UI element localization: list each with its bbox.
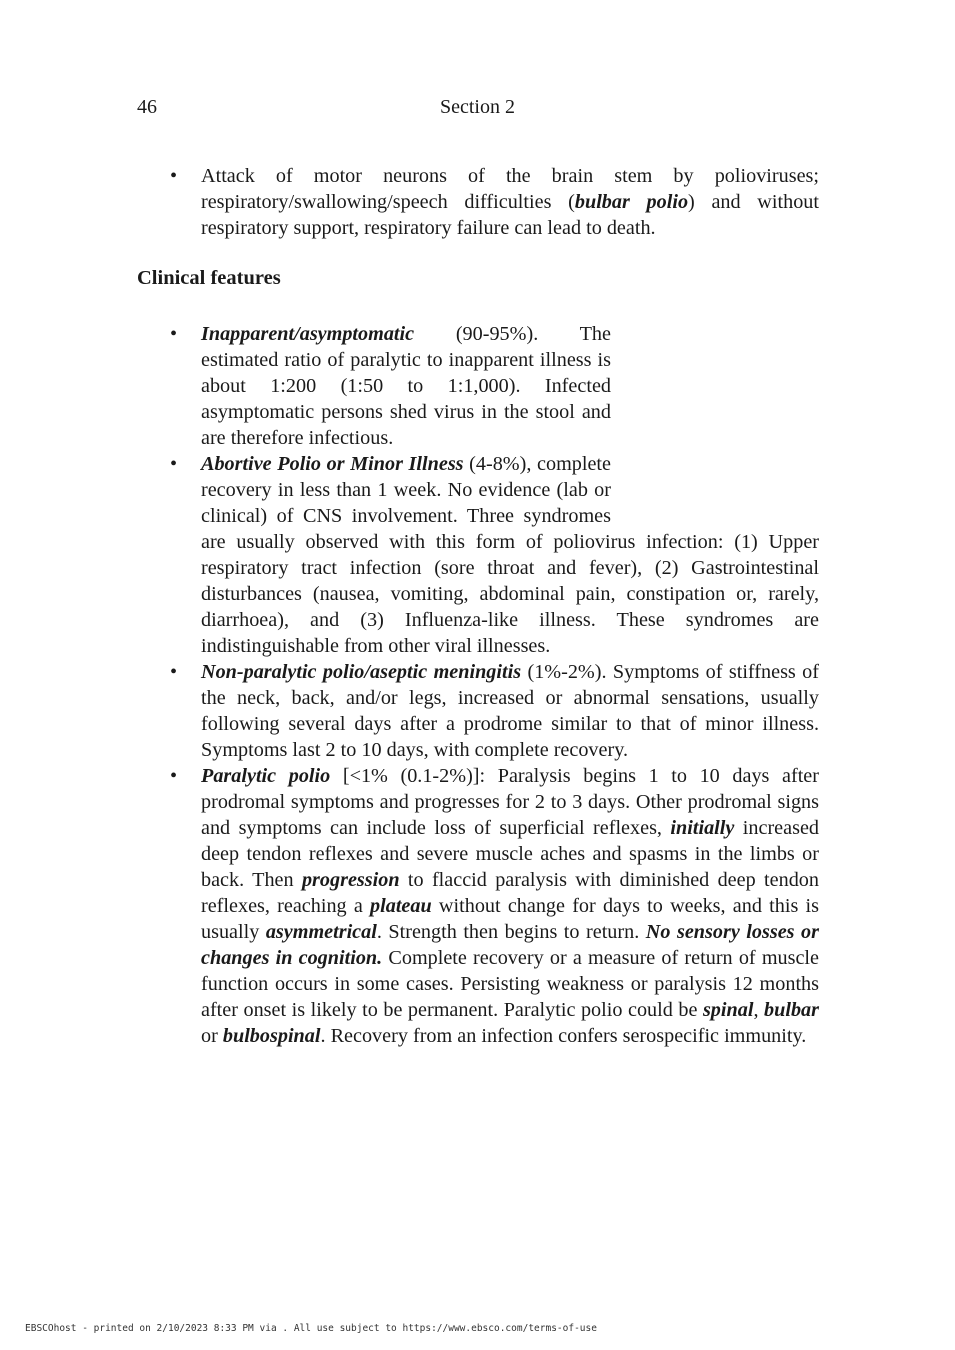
term: Non-paralytic polio/aseptic meningitis [201,661,522,683]
bullet-icon: • [170,323,178,345]
emphasis: initially [670,817,735,839]
list-item: • Non-paralytic polio/aseptic meningitis (1%-2%). Symptoms of stiffness of the neck, back, and/or legs, increased or abnormal sensations, usually following several days after a prodrome similar to that of minor illness. Symptoms last 2 to 10 days, with complete recovery. [170,661,819,761]
bullet-icon: • [170,165,178,187]
list-item: • Abortive Polio or Minor Illness (4-8%), complete recovery in less than 1 week. No evidence (lab or clinical) of CNS involvement. Three syndromes are usually observed with this form of poliovirus infection: (1) Upper respiratory tract infection (sore throat and fever), (2) Gastrointestinal disturbances (nausea, vomiting, abdominal pain, constipation or, rarely, diarrhoea), and (3) Influenza-like illness. These syndromes are indistinguishable from other viral illnesses. [170,453,819,657]
emphasis: bulbar [764,999,819,1021]
print-footer: EBSCOhost - printed on 2/10/2023 8:33 PM via . All use subject to https://www.ebsco.com/terms-of-use [25,1323,597,1334]
emphasis: plateau [370,895,432,917]
bullet-icon: • [170,453,178,475]
emphasis: progression [301,869,400,891]
section-heading: Clinical features [137,267,281,289]
emphasis: spinal [702,999,754,1021]
emphasis: bulbar polio [574,191,689,213]
term: Inapparent/asymptomatic [201,323,415,345]
emphasis: No sensory losses or changes in cognition. [201,921,819,969]
emphasis: asymmetrical [265,921,377,943]
list-item: • Inapparent/asymptomatic (90-95%). The estimated ratio of paralytic to inapparent illness is about 1:200 (1:50 to 1:1,000). Infected asymptomatic persons shed virus in the stool and are therefore infectious. [170,323,611,449]
emphasis: bulbospinal [222,1025,321,1047]
page-number: 46 [137,96,157,118]
bullet-icon: • [170,661,178,683]
list-item: • Paralytic polio [<1% (0.1-2%)]: Paralysis begins 1 to 10 days after prodromal symptoms and progresses for 2 to 3 days. Other prodromal signs and symptoms can include loss of superficial reflexes, initially increased deep tendon reflexes and severe muscle aches and spasms in the limbs or back. Then progression to flaccid paralysis with diminished deep tendon reflexes, reaching a plateau without change for days to weeks, and this is usually asymmetrical. Strength then begins to return. No sensory losses or changes in cognition. Complete recovery or a measure of return of muscle function occurs in some cases. Persisting weakness or paralysis 12 months after onset is likely to be permanent. Paralytic polio could be spinal, bulbar or bulbospinal. Recovery from an infection confers serospecific immunity. [170,765,819,1047]
list-item: • Attack of motor neurons of the brain stem by polioviruses; respiratory/swallowing/speech difficulties (bulbar polio) and without respiratory support, respiratory failure can lead to death. [170,165,819,239]
term: Abortive Polio or Minor Illness [201,453,464,475]
clinical-features-list [137,321,819,1049]
intro-bullet-list [137,163,819,241]
term: Paralytic polio [201,765,331,787]
bullet-icon: • [170,765,178,787]
running-head: Section 2 [440,96,515,118]
